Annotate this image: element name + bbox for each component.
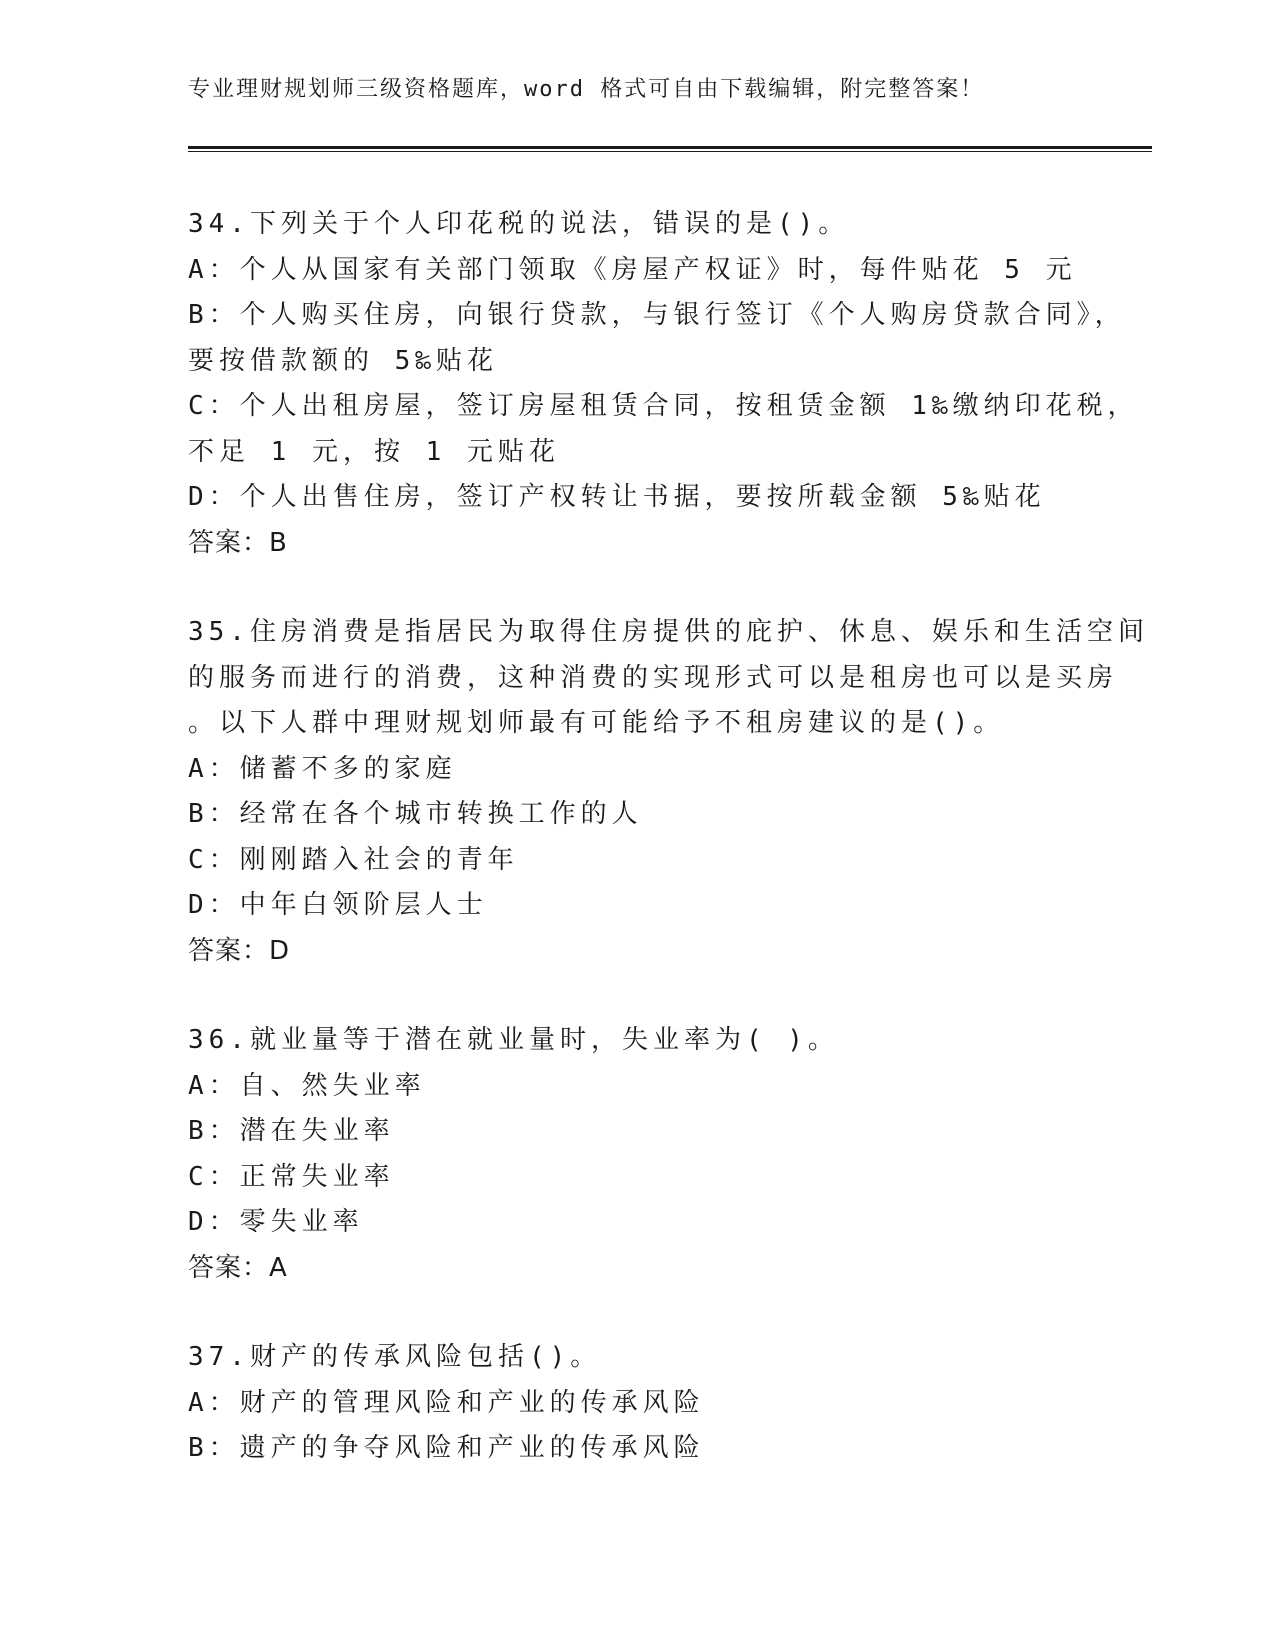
- answer-option-line: B：潜在失业率: [188, 1116, 395, 1146]
- question-stem-line: 34.下列关于个人印花税的说法，错误的是()。: [188, 209, 850, 239]
- answer-option-line: C：刚刚踏入社会的青年: [188, 844, 519, 875]
- question-stem-line: 。以下人群中理财规划师最有可能给予不租房建议的是()。: [188, 708, 1005, 738]
- question-stem-line: 37.财产的传承风险包括()。: [188, 1342, 602, 1372]
- answer-option-line: D：个人出售住房，签订产权转让书据，要按所载金额 5‰贴花: [188, 482, 1046, 512]
- answer-option-line: C：个人出租房屋，签订房屋租赁合同，按租赁金额 1‰缴纳印花税，: [188, 391, 1139, 421]
- question-stem-line: 的服务而进行的消费，这种消费的实现形式可以是租房也可以是买房: [188, 662, 1119, 693]
- question-block: [188, 1018, 1088, 1291]
- answer-option-line: A：个人从国家有关部门领取《房屋产权证》时，每件贴花 5 元: [188, 254, 1077, 285]
- header-divider-thin: [188, 151, 1152, 152]
- question-list: [188, 202, 1149, 1516]
- answer-option-line: B：个人购买住房，向银行贷款，与银行签订《个人购房贷款合同》，: [188, 300, 1126, 330]
- answer-option-line: 要按借款额的 5‰贴花: [188, 345, 498, 376]
- question-block: [188, 1335, 1088, 1472]
- answer-option-line: C：正常失业率: [188, 1161, 395, 1192]
- document-header: 专业理财规划师三级资格题库，word 格式可自由下载编辑，附完整答案！: [188, 77, 985, 102]
- question-block: [188, 610, 1149, 974]
- question-block: [188, 202, 1139, 566]
- question-stem-line: 35.住房消费是指居民为取得住房提供的庇护、休息、娱乐和生活空间: [188, 617, 1149, 647]
- answer-key: 答案：A: [188, 1252, 288, 1283]
- answer-option-line: A：财产的管理风险和产业的传承风险: [188, 1387, 705, 1418]
- answer-option-line: A：储蓄不多的家庭: [188, 753, 457, 784]
- answer-option-line: B：经常在各个城市转换工作的人: [188, 799, 643, 829]
- answer-option-line: B：遗产的争夺风险和产业的传承风险: [188, 1433, 705, 1463]
- header-divider-thick: [188, 146, 1152, 149]
- answer-key: 答案：D: [188, 935, 291, 966]
- question-stem-line: 36.就业量等于潜在就业量时，失业率为( )。: [188, 1025, 839, 1055]
- answer-option-line: D：中年白领阶层人士: [188, 890, 488, 920]
- answer-key: 答案：B: [188, 527, 288, 558]
- answer-option-line: 不足 1 元，按 1 元贴花: [188, 436, 560, 467]
- answer-option-line: D：零失业率: [188, 1207, 364, 1237]
- answer-option-line: A：自、然失业率: [188, 1070, 426, 1101]
